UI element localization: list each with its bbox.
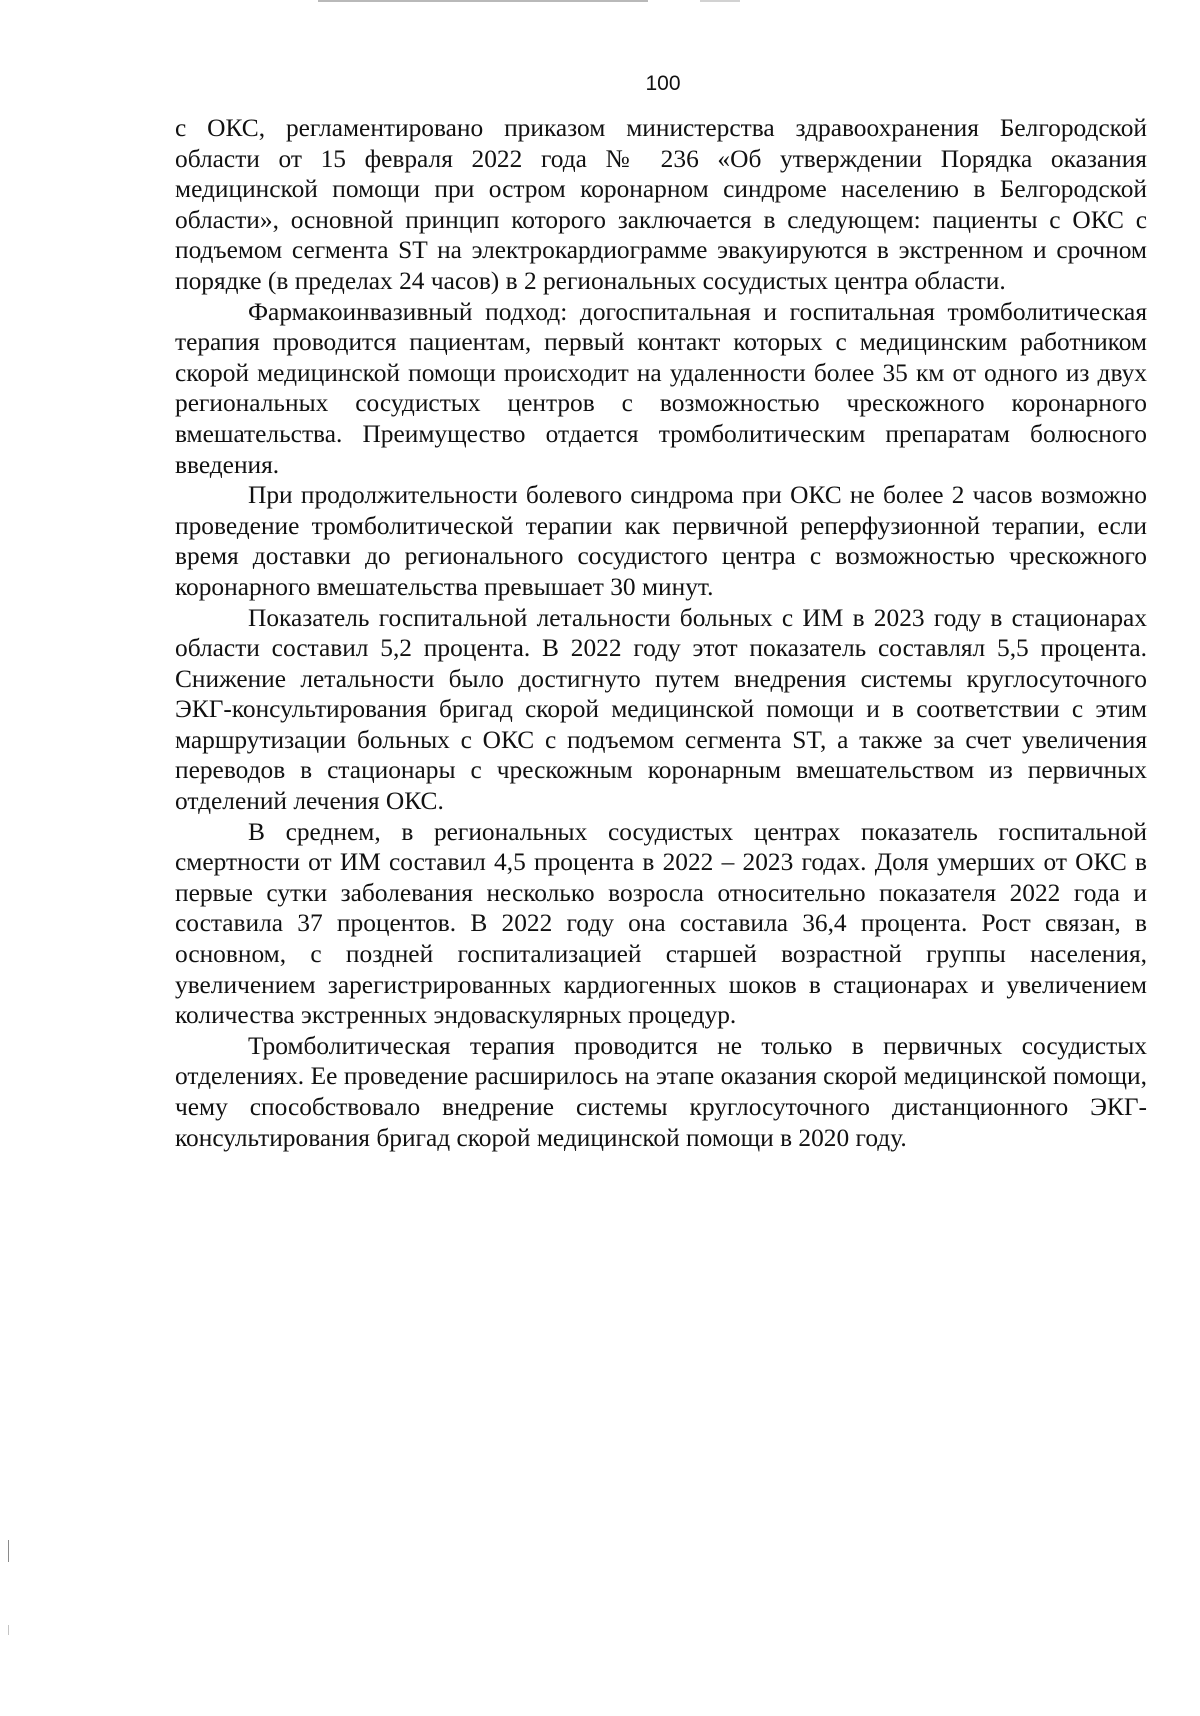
scan-margin-mark-faint [8,1625,9,1635]
paragraph-1: с ОКС, регламентировано приказом министерства здравоохранения Белгородской области от 15 февраля 2022 года № 236 «Об утверждении Порядка оказания медицинской помощи при остром коронарном синдроме населению в Белгородской области», основной принцип которого заключается в следующем: пациенты с ОКС с подъемом сегмента ST на электрокардиограмме эвакуируются в экстренном и срочном порядке (в пределах 24 часов) в 2 региональных сосудистых центра области. [175,114,1147,295]
page-number: 100 [645,72,681,95]
paragraph-2: Фармакоинвазивный подход: догоспитальная и госпитальная тромболитическая терапия проводится пациентам, первый контакт которых с медицинским работником скорой медицинской помощи происходит на удаленности более 35 км от одного из двух региональных сосудистых центров с возможностью чрескожного коронарного вмешательства. Преимущество отдается тромболитическим препаратам болюсного введения. [175,297,1147,479]
scan-top-rule [318,0,648,2]
paragraph-5: В среднем, в региональных сосудистых центрах показатель госпитальной смертности от ИМ составил 4,5 процента в 2022 – 2023 годах. Доля умерших от ОКС в первые сутки заболевания несколько возросла относительно показателя 2022 года и составила 37 процентов. В 2022 году она составила 36,4 процента. Рост связан, в основном, с поздней госпитализацией старшей возрастной группы населения, увеличением зарегистрированных кардиогенных шоков в стационарах и увеличением количества экстренных эндоваскулярных процедур. [175,817,1147,1030]
paragraph-3: При продолжительности болевого синдрома при ОКС не более 2 часов возможно проведение тромболитической терапии как первичной реперфузионной терапии, если время доставки до регионального сосудистого центра с возможностью чрескожного коронарного вмешательства превышает 30 минут. [175,481,1147,601]
scan-margin-mark [8,1540,9,1562]
scan-top-rule-fragment [700,0,740,2]
document-body [175,113,1147,1153]
paragraph-6: Тромболитическая терапия проводится не только в первичных сосудистых отделениях. Ее проведение расширилось на этапе оказания скорой медицинской помощи, чему способствовало внедрение системы круглосуточного дистанционного ЭКГ-консультирования бригад скорой медицинской помощи в 2020 году. [175,1031,1147,1152]
paragraph-4: Показатель госпитальной летальности больных с ИМ в 2023 году в стационарах области составил 5,2 процента. В 2022 году этот показатель составлял 5,5 процента. Снижение летальности было достигнуто путем внедрения системы круглосуточного ЭКГ-консультирования бригад скорой медицинской помощи и в соответствии с этим маршрутизации больных с ОКС с подъемом сегмента ST, а также за счет увеличения переводов в стационары с чрескожным коронарным вмешательством из первичных отделений лечения ОКС. [175,603,1147,816]
